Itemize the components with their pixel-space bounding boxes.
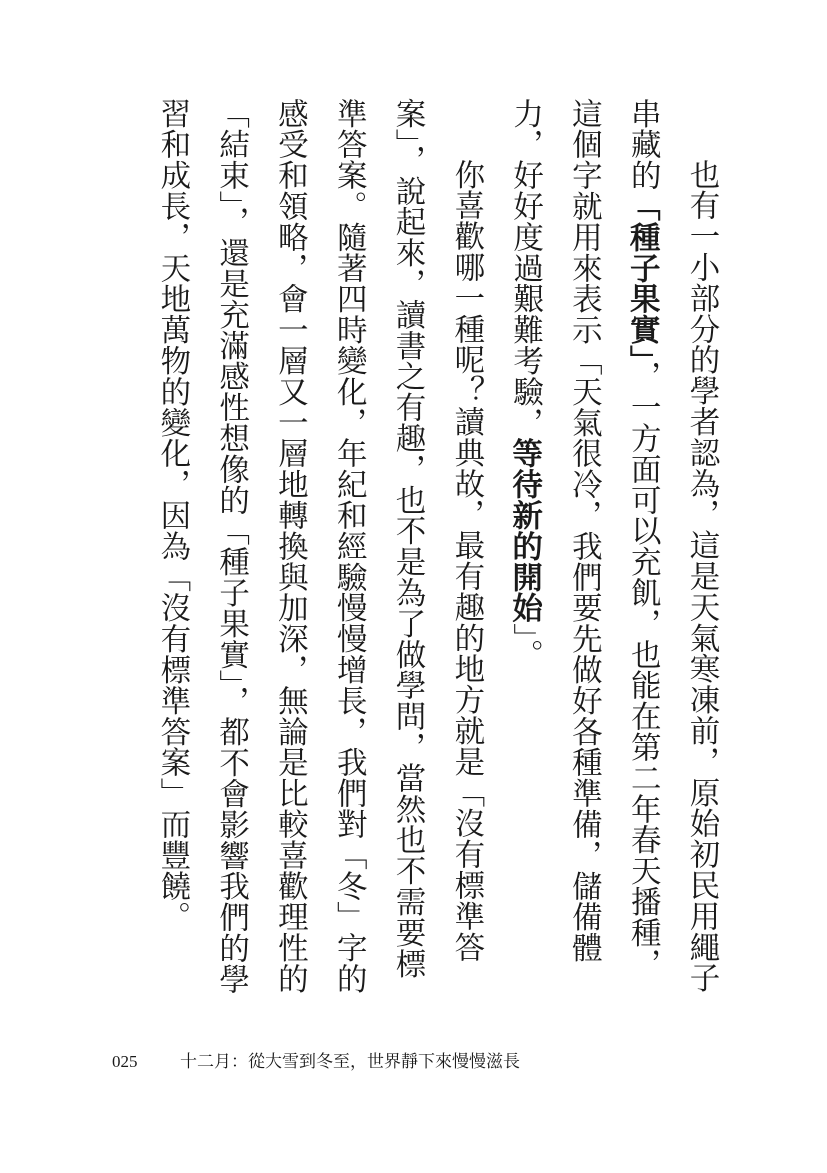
vertical-text-body <box>120 98 730 998</box>
paragraph-2-segment-1: 你喜歡哪一種呢？讀典故，最有趣的地方就是「沒有標準答案」，說起來，讀書之有趣，也不是為了做學問，當然也不需要標準答案。隨著四時變化，年紀和經驗慢慢增長，我們對「冬」字的感受和領略，會一層又一層地轉換與加深，無論是比較喜歡理性的「結束」，還是充滿感性想像的「種子果實」，都不會影響我們的學習和成長，天地萬物的變化，因為「沒有標準答案」而豐饒。 <box>154 98 484 995</box>
paragraph-2 <box>142 98 495 998</box>
running-head: 十二月：從大雪到冬至，世界靜下來慢慢滋長 <box>180 1052 520 1072</box>
page-footer <box>112 1049 520 1075</box>
page-number: 025 <box>112 1052 138 1071</box>
paragraph-1-segment-5: 」。 <box>507 623 543 670</box>
bold-phrase-seed-fruit: 「種子果實」 <box>624 190 661 361</box>
paragraph-1-segment-3: ，一方面可以充飢，也能在第二年春天播種，這個字就用來表示「天氣很冷，我們要先做好各種準備，儲備體力，好好度過艱難考驗， <box>507 98 661 979</box>
paragraph-1-segment-1: 也有一小部分的學者認為，這是天氣寒凍前，原始初民用繩子串藏的 <box>625 98 719 994</box>
bold-phrase-new-beginning: 等待新的開始 <box>506 437 543 624</box>
paragraph-1 <box>495 98 730 998</box>
